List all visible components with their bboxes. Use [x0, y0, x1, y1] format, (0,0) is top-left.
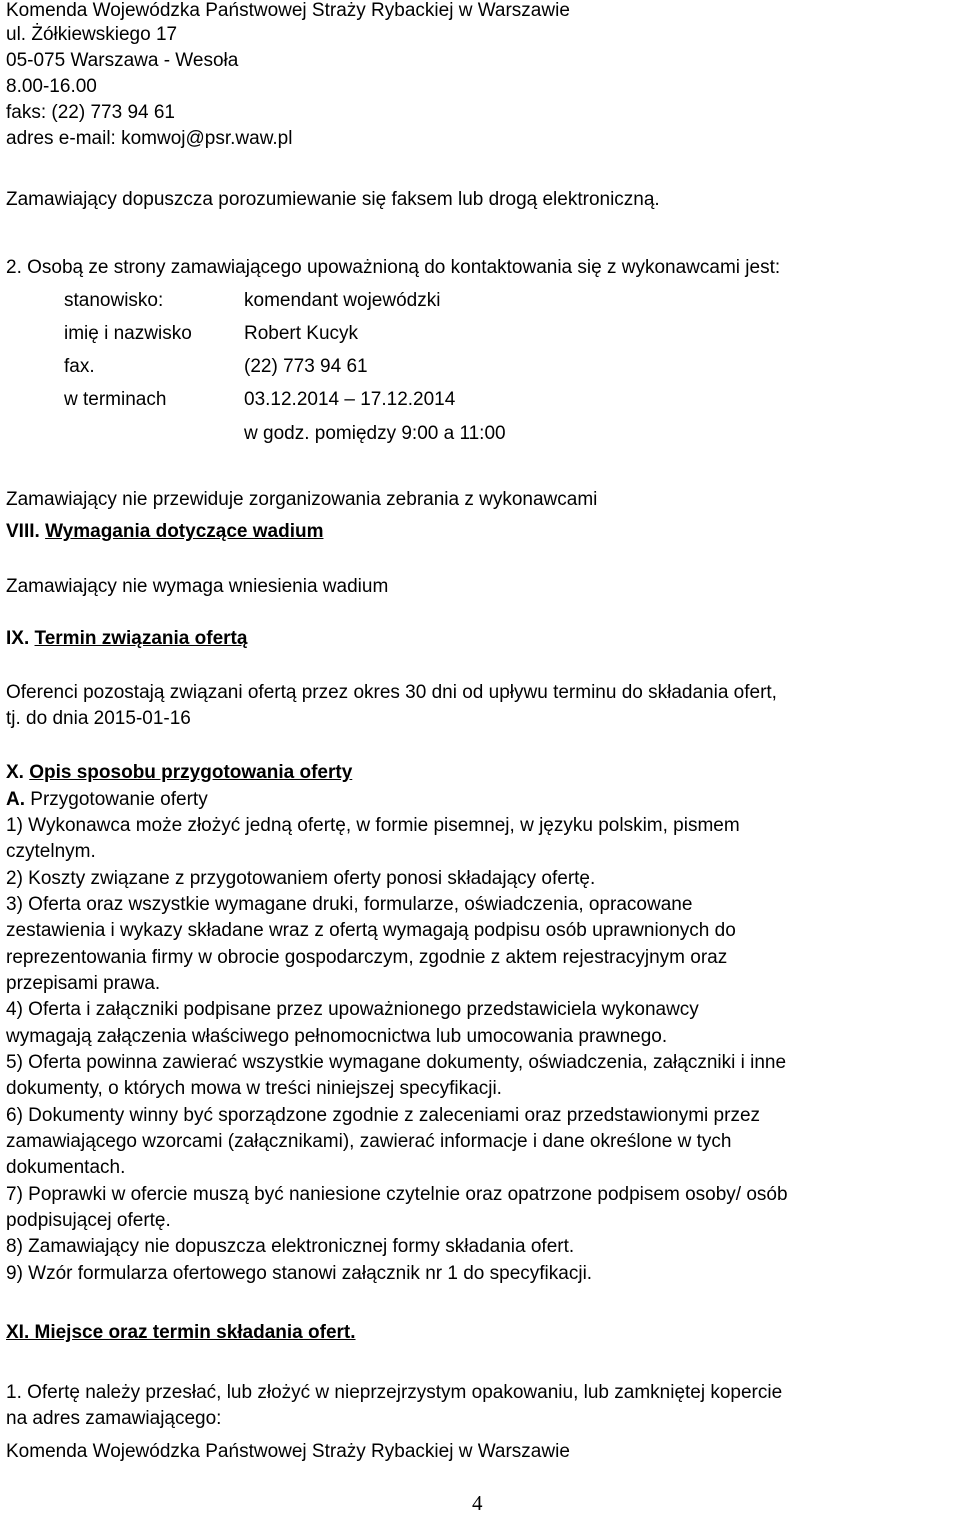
fax-label: fax.: [64, 356, 95, 377]
list-item: 8) Zamawiający nie dopuszcza elektronicznej formy składania ofert.: [6, 1236, 575, 1257]
dates-value: 03.12.2014 – 17.12.2014: [244, 389, 456, 410]
list-item: reprezentowania firmy w obrocie gospodarczym, zgodnie z aktem rejestracyjnym oraz: [6, 947, 728, 968]
section-9-text-line-2: tj. do dnia 2015-01-16: [6, 708, 191, 729]
list-item: 4) Oferta i załączniki podpisane przez upoważnionego przedstawiciela wykonawcy: [6, 999, 699, 1020]
list-item: 7) Poprawki w ofercie muszą być naniesione czytelnie oraz opatrzone podpisem osoby/ osób: [6, 1184, 788, 1205]
position-label: stanowisko:: [64, 290, 164, 311]
list-item: czytelnym.: [6, 841, 96, 862]
list-item: 2) Koszty związane z przygotowaniem oferty ponosi składający ofertę.: [6, 868, 596, 889]
name-label: imię i nazwisko: [64, 323, 192, 344]
list-item: 9) Wzór formularza ofertowego stanowi załącznik nr 1 do specyfikacji.: [6, 1263, 593, 1284]
list-item: 6) Dokumenty winny być sporządzone zgodnie z zaleceniami oraz przedstawionymi przez: [6, 1105, 761, 1126]
dates-label: w terminach: [64, 389, 167, 410]
subsection-a-heading: [6, 787, 208, 813]
address-line-3: 05-075 Warszawa - Wesoła: [6, 50, 239, 71]
list-item: 5) Oferta powinna zawierać wszystkie wymagane dokumenty, oświadczenia, załączniki i inne: [6, 1052, 787, 1073]
list-item: 1) Wykonawca może złożyć jedną ofertę, w formie pisemnej, w języku polskim, pismem: [6, 815, 740, 836]
list-item: zamawiającego wzorcami (załącznikami), zawierać informacje i dane określone w tych: [6, 1131, 732, 1152]
communication-note: Zamawiający dopuszcza porozumiewanie się faksem lub drogą elektroniczną.: [6, 189, 660, 210]
section-9-number: IX.: [6, 628, 30, 649]
list-item: przepisami prawa.: [6, 973, 161, 994]
section-8-heading: [6, 519, 323, 545]
address-line-6: adres e-mail: komwoj@psr.waw.pl: [6, 128, 293, 149]
address-line-4: 8.00-16.00: [6, 76, 97, 97]
section-9-heading: [6, 626, 247, 652]
list-item: podpisującej ofertę.: [6, 1210, 171, 1231]
address-line-5: faks: (22) 773 94 61: [6, 102, 175, 123]
section-10-number: X.: [6, 762, 24, 783]
section-11-text-line-2: na adres zamawiającego:: [6, 1408, 222, 1429]
section-11-text-line-3: Komenda Wojewódzka Państwowej Straży Rybackiej w Warszawie: [6, 1441, 570, 1462]
hours-value: w godz. pomiędzy 9:00 a 11:00: [244, 423, 506, 444]
address-line-2: ul. Żółkiewskiego 17: [6, 24, 178, 45]
list-item: dokumenty, o których mowa w treści niniejszej specyfikacji.: [6, 1078, 502, 1099]
section-8-number: VIII.: [6, 521, 40, 542]
section-10-title: Opis sposobu przygotowania oferty: [29, 762, 353, 783]
fax-value: (22) 773 94 61: [244, 356, 368, 377]
subsection-a-letter: A.: [6, 789, 25, 810]
address-line-1: Komenda Wojewódzka Państwowej Straży Rybackiej w Warszawie: [6, 0, 570, 21]
subsection-a-title: Przygotowanie oferty: [30, 789, 208, 810]
list-item: zestawienia i wykazy składane wraz z ofertą wymagają podpisu osób uprawnionych do: [6, 920, 736, 941]
contact-intro: 2. Osobą ze strony zamawiającego upoważnioną do kontaktowania się z wykonawcami jest:: [6, 257, 781, 278]
section-11-heading: XI. Miejsce oraz termin składania ofert.: [6, 1322, 356, 1343]
list-item: dokumentach.: [6, 1157, 126, 1178]
section-11-text-line-1: 1. Ofertę należy przesłać, lub złożyć w nieprzejrzystym opakowaniu, lub zamkniętej kopercie: [6, 1382, 783, 1403]
section-9-title: Termin związania ofertą: [34, 628, 248, 649]
section-9-text-line-1: Oferenci pozostają związani ofertą przez okres 30 dni od upływu terminu do składania ofert,: [6, 682, 777, 703]
section-8-text: Zamawiający nie wymaga wniesienia wadium: [6, 576, 389, 597]
section-8-title: Wymagania dotyczące wadium: [45, 521, 324, 542]
name-value: Robert Kucyk: [244, 323, 359, 344]
section-10-heading: [6, 760, 352, 786]
list-item: 3) Oferta oraz wszystkie wymagane druki, formularze, oświadczenia, opracowane: [6, 894, 693, 915]
page-number: 4: [472, 1491, 483, 1515]
list-item: wymagają załączenia właściwego pełnomocnictwa lub umocowania prawnego.: [6, 1026, 668, 1047]
position-value: komendant wojewódzki: [244, 290, 441, 311]
meeting-note: Zamawiający nie przewiduje zorganizowania zebrania z wykonawcami: [6, 489, 598, 510]
